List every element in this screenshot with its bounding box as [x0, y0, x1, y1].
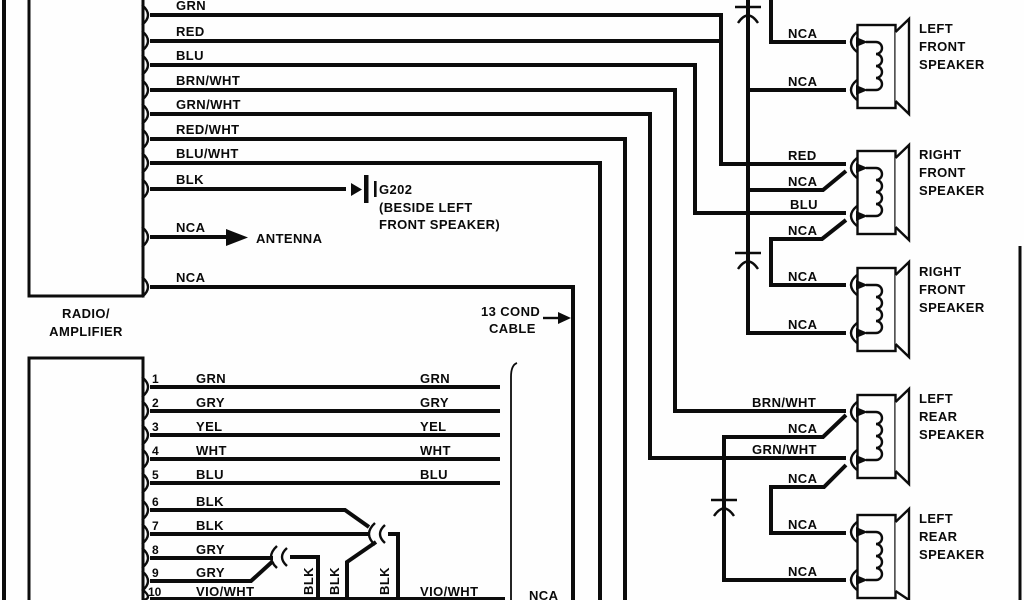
radio-amplifier-box-bottom — [29, 358, 143, 600]
wire-label: BRN/WHT — [176, 73, 241, 88]
speaker-name-line: FRONT — [919, 39, 966, 54]
pin-number: 10 — [148, 585, 162, 599]
ground-symbol-g202 — [351, 175, 377, 203]
feed-label: BLU — [790, 197, 818, 212]
feed-label: NCA — [788, 269, 818, 284]
wire-label: BLU/WHT — [176, 146, 239, 161]
pin-label: BLU — [196, 467, 224, 482]
speaker-name-line: REAR — [919, 529, 958, 544]
speaker-name-line: FRONT — [919, 282, 966, 297]
antenna-arrow-icon — [226, 229, 248, 246]
speaker-name-line: SPEAKER — [919, 427, 985, 442]
feed-label: NCA — [788, 74, 818, 89]
feed-label: NCA — [788, 26, 818, 41]
pin-number: 5 — [152, 468, 159, 482]
ground-note-line3: FRONT SPEAKER) — [379, 217, 501, 232]
speaker-right-front-1 — [851, 145, 985, 240]
speaker-name-line: SPEAKER — [919, 183, 985, 198]
speaker-name-line: LEFT — [919, 21, 954, 36]
cable-note-line2: CABLE — [489, 321, 536, 336]
pin-label: GRY — [196, 542, 225, 557]
twisted-drop-label: BLK — [301, 567, 316, 595]
twist-symbol-gry-pair — [271, 546, 287, 568]
radio-amplifier-label-line2: AMPLIFIER — [49, 324, 123, 339]
pin-number: 7 — [152, 519, 159, 533]
feed-label: GRN/WHT — [752, 442, 817, 457]
feed-label: NCA — [788, 471, 818, 486]
wire-label: BLK — [176, 172, 204, 187]
pin-label: WHT — [196, 443, 227, 458]
speaker-right-front-2 — [851, 262, 985, 357]
feed-label: BRN/WHT — [752, 395, 817, 410]
cable-arrow-icon — [558, 312, 571, 324]
pin-label: VIO/WHT — [196, 584, 255, 599]
speaker-left-rear-1 — [851, 389, 985, 484]
pin-label-far: VIO/WHT — [420, 584, 479, 599]
pin-label: GRY — [196, 565, 225, 580]
radio-amplifier-label-line1: RADIO/ — [62, 306, 110, 321]
pin-label: GRN — [196, 371, 227, 386]
pin-number: 1 — [152, 372, 159, 386]
pin-label: GRY — [196, 395, 225, 410]
pin-number: 2 — [152, 396, 159, 410]
wire-label: RED — [176, 24, 205, 39]
speaker-name-line: FRONT — [919, 165, 966, 180]
pin-number: 6 — [152, 495, 159, 509]
pin-number: 3 — [152, 420, 159, 434]
twisted-drop-label: BLK — [327, 567, 342, 595]
ground-note-line2: (BESIDE LEFT — [379, 200, 473, 215]
antenna-label: ANTENNA — [256, 231, 323, 246]
speaker-name-line: SPEAKER — [919, 57, 985, 72]
feed-label: NCA — [788, 317, 818, 332]
wire-nca-chain-rear — [724, 415, 846, 580]
speaker-name-line: RIGHT — [919, 264, 962, 279]
pin-number: 4 — [152, 444, 159, 458]
speaker-name-line: RIGHT — [919, 147, 962, 162]
speaker-name-line: SPEAKER — [919, 300, 985, 315]
speaker-name-line: SPEAKER — [919, 547, 985, 562]
twist-symbol-blk-pair — [369, 523, 385, 545]
wire-pin6 — [150, 510, 369, 527]
speaker-name-line: LEFT — [919, 391, 954, 406]
wire-label: NCA — [176, 220, 206, 235]
feed-label: NCA — [788, 223, 818, 238]
pin-label-far: YEL — [420, 419, 447, 434]
radio-amplifier-box-top — [29, 0, 143, 296]
wire-label: GRN — [176, 0, 207, 13]
feed-label: RED — [788, 148, 817, 163]
ground-note-line1: G202 — [379, 182, 413, 197]
feed-label: NCA — [788, 517, 818, 532]
cable-bundle-brace — [511, 363, 517, 600]
pin-label-far: WHT — [420, 443, 451, 458]
wire-label: GRN/WHT — [176, 97, 241, 112]
pin-label: BLK — [196, 494, 224, 509]
speaker-name-line: REAR — [919, 409, 958, 424]
wire-label: BLU — [176, 48, 204, 63]
pin-number: 9 — [152, 566, 159, 580]
cable-note-line1: 13 COND — [481, 304, 541, 319]
twisted-drop-label: BLK — [377, 567, 392, 595]
wire-label: RED/WHT — [176, 122, 240, 137]
speaker-left-front — [851, 19, 985, 114]
feed-label: NCA — [788, 421, 818, 436]
speaker-feed-wires — [724, 0, 846, 580]
speaker-left-rear-2 — [851, 509, 985, 600]
speaker-name-line: LEFT — [919, 511, 954, 526]
wire-blk-pair-out1 — [347, 542, 376, 600]
feed-label: NCA — [788, 564, 818, 579]
wire-label: NCA — [176, 270, 206, 285]
pin-label-far: GRN — [420, 371, 451, 386]
pin-label-far: BLU — [420, 467, 448, 482]
pin-label: YEL — [196, 419, 223, 434]
pin-label: BLK — [196, 518, 224, 533]
feed-label: NCA — [788, 174, 818, 189]
cable-nca-label: NCA — [529, 588, 559, 600]
pin-number: 8 — [152, 543, 159, 557]
pin-label-far: GRY — [420, 395, 449, 410]
